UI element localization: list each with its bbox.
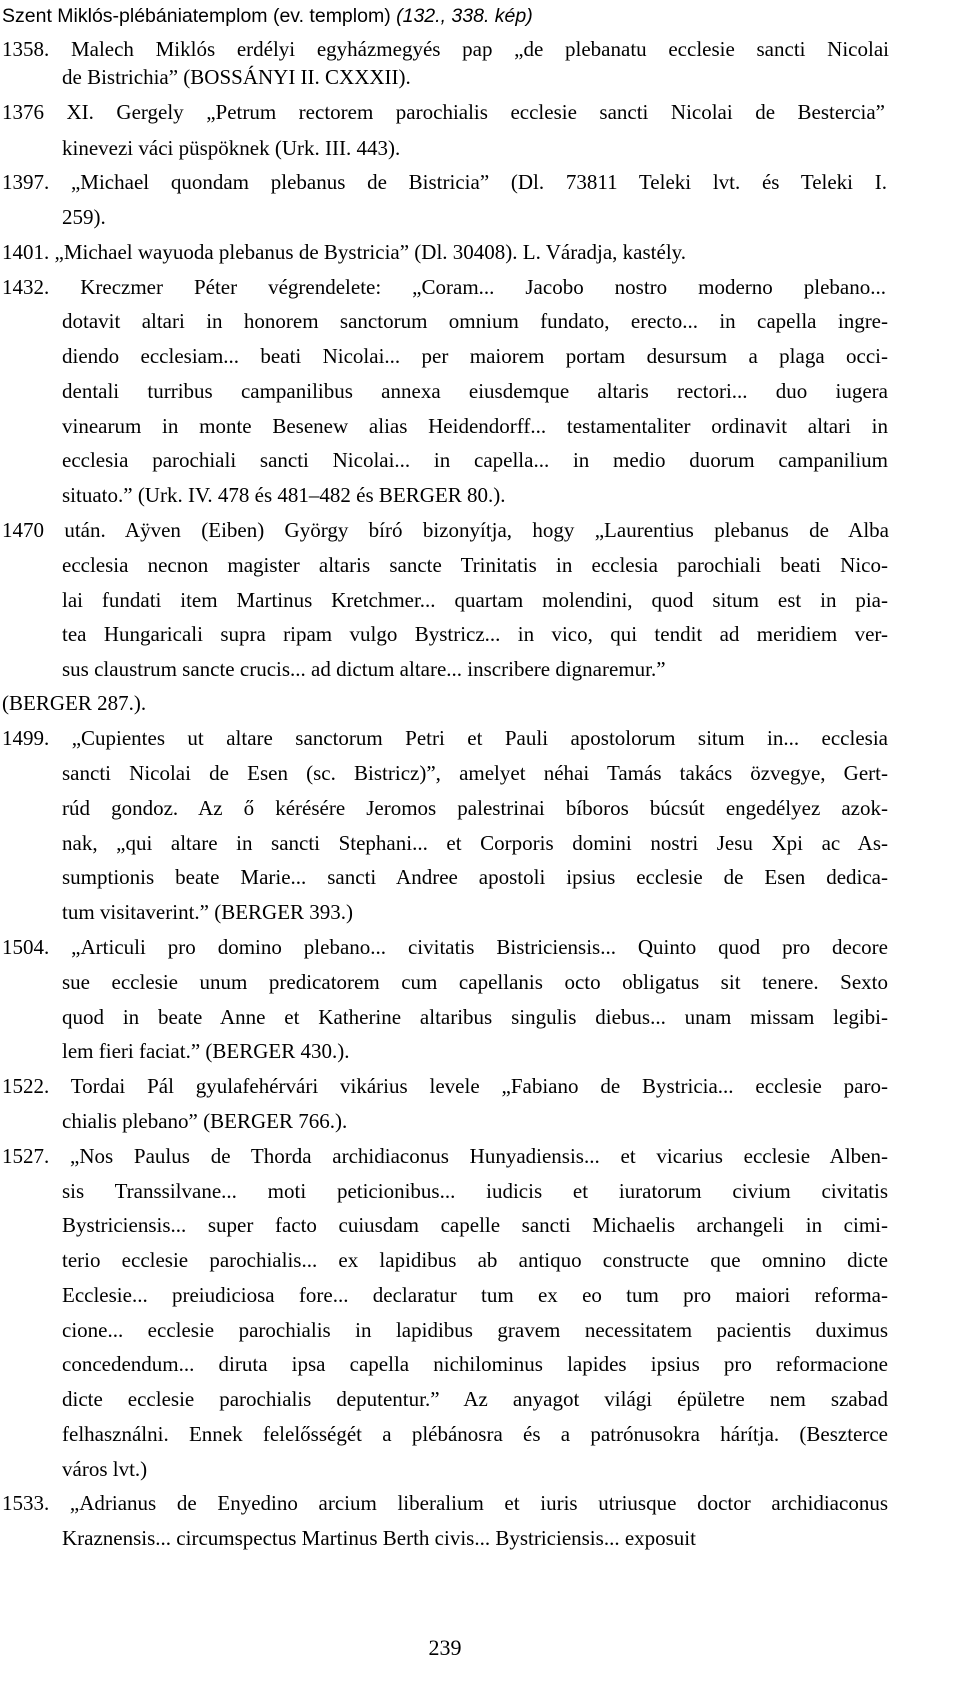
page-header xyxy=(2,4,533,28)
entry-1358-line-2: de Bistrichia” (BOSSÁNYI II. CXXXII). xyxy=(62,65,411,89)
entry-1376-line-2: kinevezi váci püspöknek (Urk. III. 443). xyxy=(62,136,401,160)
entry-1401-line-1: 1401. „Michael wayuoda plebanus de Bystricia” (Dl. 30408). L. Váradja, kastély. xyxy=(2,240,687,264)
entry-1527-line-4: terio ecclesie parochialis... ex lapidibus ab antiquo constructe que omnino dicte xyxy=(62,1248,888,1272)
entry-1470-line-4: tea Hungaricali supra ripam vulgo Bystricz... in vico, qui tendit ad meridiem ver- xyxy=(62,622,888,646)
entry-1470-line-3: lai fundati item Martinus Kretchmer... quartam molendini, quod situm est in pia- xyxy=(62,588,888,612)
entry-1358-line-1: 1358. Malech Miklós erdélyi egyházmegyés pap „de plebanatu ecclesie sancti Nicolai xyxy=(2,37,889,61)
entry-1527-line-2: sis Transsilvane... moti peticionibus... iudicis et iuratorum civium civitatis xyxy=(62,1179,888,1203)
entry-1533-line-2: Kraznensis... circumspectus Martinus Berth civis... Bystriciensis... exposuit xyxy=(62,1526,696,1550)
entry-1376-line-1: 1376 XI. Gergely „Petrum rectorem parochialis ecclesie sancti Nicolai de Bestercia” xyxy=(2,100,885,124)
entry-1397-line-1: 1397. „Michael quondam plebanus de Bistricia” (Dl. 73811 Teleki lvt. és Teleki I. xyxy=(2,170,887,194)
entry-1527-line-1: 1527. „Nos Paulus de Thorda archidiaconus Hunyadiensis... et vicarius ecclesie Alben- xyxy=(2,1144,888,1168)
entry-1527-line-10: város lvt.) xyxy=(62,1457,148,1481)
page-number: 239 xyxy=(428,1635,462,1660)
entry-1527-line-9: felhasználni. Ennek felelősségét a plébánosra és a patrónusokra hárítja. (Beszterce xyxy=(62,1422,888,1446)
entry-1470-line-6: (BERGER 287.). xyxy=(2,691,147,715)
entry-1499-line-4: nak, „qui altare in sancti Stephani... et Corporis domini nostri Jesu Xpi ac As- xyxy=(62,831,888,855)
entry-1527-line-8: dicte ecclesie parochialis deputentur.” Az anyagot világi épületre nem szabad xyxy=(62,1387,888,1411)
entry-1533-line-1: 1533. „Adrianus de Enyedino arcium liberalium et iuris utriusque doctor archidiaconus xyxy=(2,1491,888,1515)
entry-1470-line-2: ecclesia necnon magister altaris sancte Trinitatis in ecclesia parochiali beati Nico- xyxy=(62,553,888,577)
entry-1432-line-4: dentali turribus campanilibus annexa eiusdemque altaris rectori... duo iugera xyxy=(62,379,888,403)
entry-1432-line-7: situato.” (Urk. IV. 478 és 481–482 és BERGER 80.). xyxy=(62,483,506,507)
entry-1527-line-5: Ecclesie... preiudiciosa fore... declaratur tum ex eo tum pro maiori reforma- xyxy=(62,1283,888,1307)
entry-1527-line-3: Bystriciensis... super facto cuiusdam capelle sancti Michaelis archangeli in cimi- xyxy=(62,1213,888,1237)
entry-1504-line-2: sue ecclesie unum predicatorem cum capellanis octo obligatus sit tenere. Sexto xyxy=(62,970,888,994)
entry-1522-line-1: 1522. Tordai Pál gyulafehérvári vikárius levele „Fabiano de Bystricia... ecclesie paro- xyxy=(2,1074,888,1098)
entry-1499-line-5: sumptionis beate Marie... sancti Andree apostoli ipsius ecclesie de Esen dedica- xyxy=(62,865,888,889)
entry-1499-line-3: rúd gondoz. Az ő kérésére Jeromos palestrinai bíboros búcsút engedélyez azok- xyxy=(62,796,888,820)
entry-1470-line-1: 1470 után. Aÿven (Eiben) György bíró bizonyítja, hogy „Laurentius plebanus de Alba xyxy=(2,518,889,542)
entry-1504-line-1: 1504. „Articuli pro domino plebano... civitatis Bistriciensis... Quinto quod pro decore xyxy=(2,935,888,959)
entry-1397-line-2: 259). xyxy=(62,205,106,229)
entry-1432-line-6: ecclesia parochiali sancti Nicolai... in capella... in medio duorum campanilium xyxy=(62,448,888,472)
entry-1470-line-5: sus claustrum sancte crucis... ad dictum altare... inscribere dignaremur.” xyxy=(62,657,666,681)
entry-1504-line-4: lem fieri faciat.” (BERGER 430.). xyxy=(62,1039,350,1063)
entry-1432-line-2: dotavit altari in honorem sanctorum omnium fundato, erecto... in capella ingre- xyxy=(62,309,888,333)
entry-1527-line-7: concedendum... diruta ipsa capella nichilominus lapides ipsius pro reformacione xyxy=(62,1352,888,1376)
entry-1432-line-3: diendo ecclesiam... beati Nicolai... per maiorem portam desursum a plaga occi- xyxy=(62,344,888,368)
entry-1527-line-6: cione... ecclesie parochialis in lapidibus gravem necessitatem pacientis duximus xyxy=(62,1318,888,1342)
entry-1499-line-1: 1499. „Cupientes ut altare sanctorum Petri et Pauli apostolorum situm in... ecclesia xyxy=(2,726,888,750)
header-image-ref: (132., 338. kép) xyxy=(396,5,533,27)
entry-1522-line-2: chialis plebano” (BERGER 766.). xyxy=(62,1109,348,1133)
entry-1432-line-1: 1432. Kreczmer Péter végrendelete: „Coram... Jacobo nostro moderno plebano... xyxy=(2,275,886,299)
header-title: Szent Miklós-plébániatemplom (ev. templom) xyxy=(2,5,391,27)
entry-1499-line-6: tum visitaverint.” (BERGER 393.) xyxy=(62,900,354,924)
entry-1499-line-2: sancti Nicolai de Esen (sc. Bistricz)”, amelyet néhai Tamás takács özvegye, Gert- xyxy=(62,761,888,785)
entry-1504-line-3: quod in beate Anne et Katherine altaribus singulis diebus... unam missam legibi- xyxy=(62,1005,888,1029)
entry-1432-line-5: vinearum in monte Besenew alias Heidendorff... testamentaliter ordinavit altari in xyxy=(62,414,888,438)
